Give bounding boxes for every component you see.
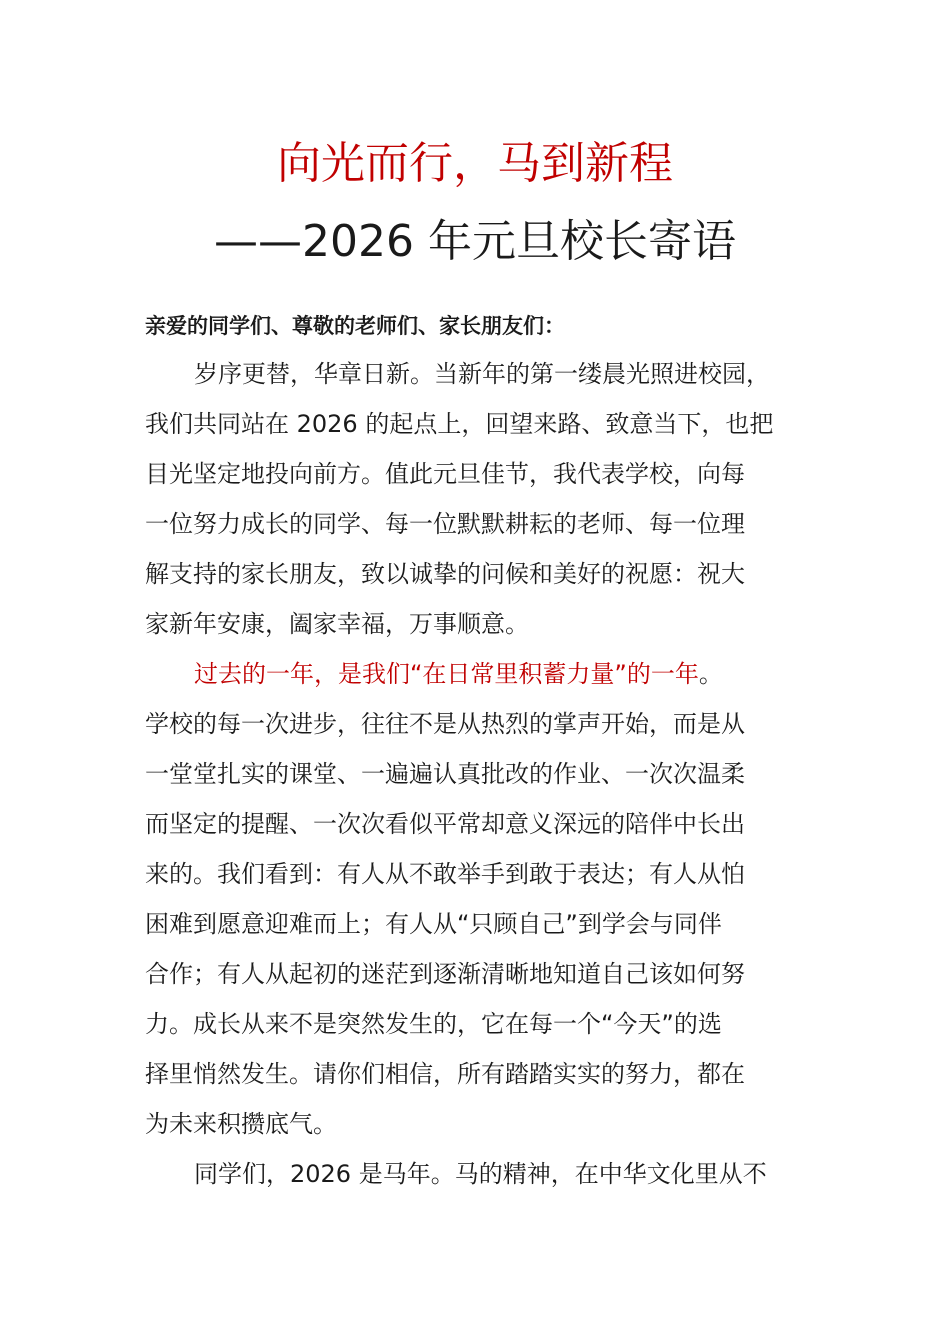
paragraph-line: 学校的每一次进步，往往不是从热烈的掌声开始，而是从 — [145, 710, 745, 738]
paragraph-line: 来的。我们看到：有人从不敢举手到敢于表达；有人从怕 — [145, 860, 745, 888]
paragraph-line: 为未来积攒底气。 — [145, 1110, 337, 1138]
paragraph-line: 我们共同站在 2026 的起点上，回望来路、致意当下，也把 — [145, 410, 774, 438]
paragraph-line: 目光坚定地投向前方。值此元旦佳节，我代表学校，向每 — [145, 460, 745, 488]
paragraph-line: 困难到愿意迎难而上；有人从“只顾自己”到学会与同伴 — [145, 910, 722, 938]
document-title: 向光而行，马到新程 — [277, 138, 673, 189]
salutation: 亲爱的同学们、尊敬的老师们、家长朋友们： — [145, 314, 565, 338]
paragraph-line: 岁序更替，华章日新。当新年的第一缕晨光照进校园， — [194, 360, 770, 388]
highlight-period: 。 — [698, 660, 723, 688]
paragraph-line: 合作；有人从起初的迷茫到逐渐清晰地知道自己该如何努 — [145, 960, 745, 988]
paragraph-line: 同学们，2026 是马年。马的精神，在中华文化里从不 — [194, 1160, 767, 1188]
paragraph-line: 择里悄然发生。请你们相信，所有踏踏实实的努力，都在 — [145, 1060, 745, 1088]
paragraph-line: 力。成长从来不是突然发生的，它在每一个“今天”的选 — [145, 1010, 722, 1038]
paragraph-line — [194, 656, 723, 692]
paragraph-line: 而坚定的提醒、一次次看似平常却意义深远的陪伴中长出 — [145, 810, 745, 838]
paragraph-line: 一位努力成长的同学、每一位默默耕耘的老师、每一位理 — [145, 510, 745, 538]
document-subtitle: ——2026 年元旦校长寄语 — [214, 216, 736, 267]
highlight-sentence: 过去的一年，是我们“在日常里积蓄力量”的一年 — [194, 660, 699, 688]
paragraph-line: 一堂堂扎实的课堂、一遍遍认真批改的作业、一次次温柔 — [145, 760, 745, 788]
paragraph-line: 家新年安康，阖家幸福，万事顺意。 — [145, 610, 529, 638]
paragraph-line: 解支持的家长朋友，致以诚挚的问候和美好的祝愿：祝大 — [145, 560, 745, 588]
